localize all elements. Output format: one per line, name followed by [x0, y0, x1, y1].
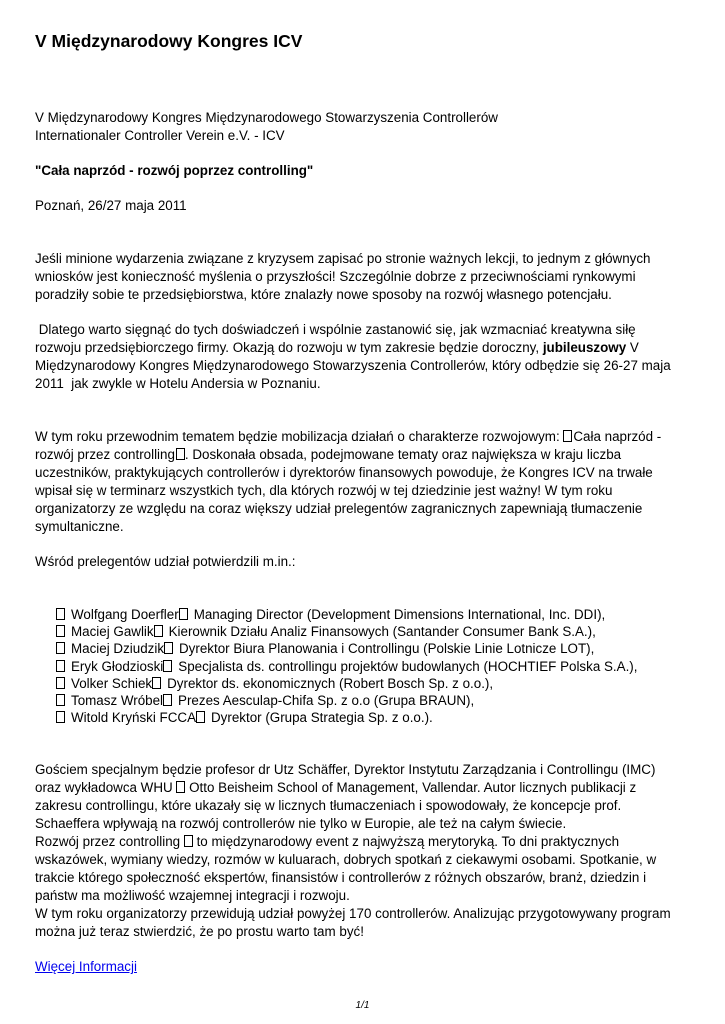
speaker-item — [56, 606, 695, 623]
speaker-name: Tomasz Wróbel — [71, 693, 164, 709]
text-line: Gościem specjalnym będzie profesor dr Utz Schäffer, Dyrektor Instytutu Zarządzania i Controllingu (IMC) — [35, 762, 656, 778]
bullet-icon — [56, 694, 65, 706]
speaker-name: Volker Schiek — [71, 675, 153, 691]
more-info-block — [35, 958, 695, 976]
bullet-icon — [56, 642, 65, 654]
speaker-role: Prezes Aesculap-Chifa Sp. z o.o (Grupa BRAUN), — [178, 693, 475, 709]
separator-icon — [163, 660, 172, 672]
speakers-intro: Wśród prelegentów udział potwierdzili m.in.: — [35, 554, 296, 569]
slogan: "Cała naprzód - rozwój poprzez controlling" — [35, 163, 314, 178]
separator-icon — [163, 694, 172, 706]
speaker-name: Eryk Głodzioski — [71, 658, 164, 674]
speaker-role: Dyrektor ds. ekonomicznych (Robert Bosch Sp. z o.o.), — [167, 675, 494, 691]
text-line — [35, 446, 695, 464]
speaker-name: Witold Kryński FCCA — [71, 710, 196, 726]
text-run: W tym roku przewodnim tematem będzie mobilizacja działań o charakterze rozwojowym: — [35, 429, 564, 444]
text-line: 2011 jak zwykle w Hotelu Andersia w Poznaniu. — [35, 376, 321, 391]
speaker-item — [56, 623, 695, 640]
speaker-role: Kierownik Działu Analiz Finansowych (Santander Consumer Bank S.A.), — [168, 624, 596, 640]
intro-block — [35, 109, 695, 145]
bullet-icon — [56, 677, 65, 689]
dateline: Poznań, 26/27 maja 2011 — [35, 198, 187, 213]
text-line: Jeśli minione wydarzenia związane z kryzysem zapisać po stronie ważnych lekcji, to jednym z głównych — [35, 251, 651, 266]
text-run: Otto Beisheim School of Management, Vallendar. Autor licznych publikacji z — [185, 780, 637, 796]
speaker-name: Wolfgang Doerfler — [71, 607, 179, 622]
text-line — [35, 833, 695, 851]
speaker-list — [35, 606, 695, 726]
speaker-role: Dyrektor Biura Planowania i Controllingu (Polskie Linie Lotnicze LOT), — [179, 641, 595, 657]
paragraph — [35, 321, 695, 393]
intro-line: Internationaler Controller Verein e.V. - ICV — [35, 128, 285, 143]
text-line: organizatorzy ze względu na coraz większy udział prelegentów zagranicznych zapewniają tłumaczenie — [35, 501, 643, 516]
page-number: 1/1 — [355, 1000, 370, 1011]
text-line: uczestników, praktykujących controllerów i dyrektorów finansowych powoduje, że Kongres ICV na trwałe — [35, 465, 653, 480]
speaker-role: Dyrektor (Grupa Strategia Sp. z o.o.). — [211, 710, 433, 726]
text-line: Międzynarodowy Kongres Międzynarodowego Stowarzyszenia Controllerów, który odbędzie się 26-27 maja — [35, 358, 671, 373]
speaker-role: Managing Director (Development Dimensions International, Inc. DDI), — [193, 607, 606, 622]
text-run: Rozwój przez controlling — [35, 834, 184, 850]
missing-glyph-icon — [184, 835, 193, 847]
text-line: W tym roku organizatorzy przewidują udział powyżej 170 controllerów. Analizując przygotowywany program — [35, 906, 671, 922]
bullet-icon — [56, 711, 65, 723]
text-run: Cała naprzód - — [573, 429, 662, 444]
paragraph — [35, 428, 695, 536]
text-line — [35, 339, 695, 357]
bold-text: jubileuszowy — [542, 340, 627, 355]
text-line: państw ma możliwość wzajemnej integracji i rozwoju. — [35, 888, 350, 904]
speaker-name: Maciej Dziudzik — [71, 641, 165, 657]
text-line — [35, 428, 695, 446]
text-run: rozwój przez controlling — [35, 447, 175, 462]
paragraph — [35, 761, 695, 941]
speaker-item — [56, 640, 695, 657]
bullet-icon — [56, 625, 65, 637]
speaker-role: Specjalista ds. controllingu projektów budowlanych (HOCHTIEF Polska S.A.), — [178, 658, 638, 674]
page-title: V Międzynarodowy Kongres ICV — [35, 31, 303, 51]
separator-icon — [154, 625, 163, 637]
text-line: Dlatego warto sięgnąć do tych doświadczeń i wspólnie zastanowić się, jak wzmacniać kreatywna siłę — [35, 322, 636, 337]
missing-glyph-icon — [563, 430, 572, 442]
separator-icon — [196, 711, 205, 723]
speaker-item — [56, 692, 695, 709]
separator-icon — [164, 642, 173, 654]
text-line: można już teraz stwierdzić, że po prostu warto tam być! — [35, 924, 364, 940]
text-line: poradziły sobie te przedsiębiorstwa, które znalazły nowe sposoby na rozwój własnego potencjału. — [35, 287, 612, 302]
text-run: to międzynarodowy event z najwyższą merytoryką. To dni praktycznych — [192, 834, 620, 850]
separator-icon — [179, 608, 188, 620]
bullet-icon — [56, 660, 65, 672]
speaker-item — [56, 658, 695, 675]
speaker-item — [56, 709, 695, 726]
separator-icon — [152, 677, 161, 689]
intro-line: V Międzynarodowy Kongres Międzynarodowego Stowarzyszenia Controllerów — [35, 110, 498, 125]
more-info-link[interactable]: Więcej Informacji — [35, 959, 137, 975]
text-line — [35, 779, 695, 797]
text-line: zakresu controllingu, które ukazały się w licznych tłumaczeniach i spowodowały, że koncepcje prof. — [35, 798, 622, 814]
missing-glyph-icon — [176, 448, 185, 460]
document-page — [35, 30, 695, 976]
text-line: trakcie którego społeczność ekspertów, finansistów i controllerów z różnych obszarów, branż, dziedzin i — [35, 870, 647, 886]
text-line: symultaniczne. — [35, 519, 124, 534]
text-run: . Doskonała obsada, podejmowane tematy oraz największa w kraju liczba — [184, 447, 622, 462]
text-run: rozwoju przedsiębiorczego firmy. Okazją do rozwoju w tym zakresie będzie doroczny, — [35, 340, 543, 355]
paragraph — [35, 250, 695, 304]
text-run: V — [626, 340, 639, 355]
text-line: wniosków jest konieczność myślenia o przyszłości! Szczególnie dobrze z przeciwnościami rynkowymi — [35, 269, 636, 284]
text-line: wskazówek, wymiany wiedzy, rozmów w kuluarach, dobrych spotkań z ciekawymi osobami. Spotkanie, w — [35, 852, 657, 868]
speaker-name: Maciej Gawlik — [71, 624, 154, 640]
text-line: Schaeffera wpływają na rozwój controllerów nie tylko w Europie, ale też na całym świecie. — [35, 816, 567, 832]
text-line: wpisał się w terminarz wszystkich tych, dla których rozwój w tej dziedzinie jest ważny! W tym roku — [35, 483, 613, 498]
bullet-icon — [56, 608, 65, 620]
text-run: oraz wykładowca WHU — [35, 780, 177, 796]
speaker-item — [56, 675, 695, 692]
